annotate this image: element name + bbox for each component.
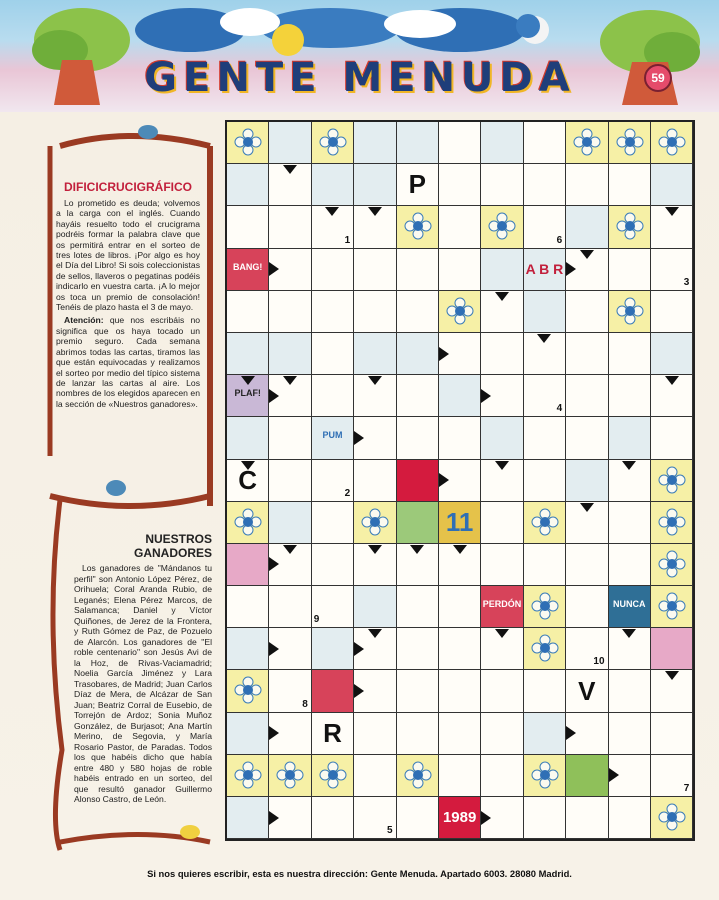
grid-cell[interactable] xyxy=(524,460,566,502)
flower-cell xyxy=(651,122,693,164)
arrow-down-icon xyxy=(665,671,679,680)
arrow-down-icon xyxy=(368,545,382,554)
grid-cell[interactable] xyxy=(651,755,693,797)
clue-number: 10 xyxy=(593,656,605,668)
grid-cell[interactable] xyxy=(397,628,439,670)
flower-icon xyxy=(531,592,559,620)
flower-icon xyxy=(658,508,686,536)
arrow-down-icon xyxy=(665,376,679,385)
article-paragraph-2 xyxy=(56,315,200,409)
grid-cell[interactable] xyxy=(566,544,608,586)
grid-cell[interactable] xyxy=(312,544,354,586)
card-clue-cell xyxy=(354,333,396,375)
lady-clue-cell xyxy=(524,713,566,755)
year-1989: 1989 xyxy=(442,809,477,827)
arrow-down-icon xyxy=(453,545,467,554)
grid-cell[interactable] xyxy=(651,249,693,291)
grid-cell[interactable] xyxy=(397,164,439,206)
arrow-right-icon xyxy=(566,262,576,276)
arrow-right-icon xyxy=(354,684,364,698)
grid-cell[interactable] xyxy=(609,375,651,417)
flower-cell xyxy=(609,291,651,333)
arrow-right-icon xyxy=(269,557,279,571)
flower-icon xyxy=(658,128,686,156)
grid-cell[interactable] xyxy=(439,417,481,459)
arrow-down-icon xyxy=(368,629,382,638)
flower-cell xyxy=(524,502,566,544)
grid-cell[interactable] xyxy=(269,417,311,459)
grid-cell[interactable] xyxy=(481,164,523,206)
word-bang: BANG! xyxy=(232,261,263,272)
grid-cell[interactable] xyxy=(481,333,523,375)
grid-cell[interactable] xyxy=(312,375,354,417)
grid-cell[interactable] xyxy=(227,206,269,248)
flower-cell xyxy=(609,122,651,164)
flower-cell xyxy=(227,670,269,712)
grid-cell[interactable] xyxy=(524,122,566,164)
grid-cell[interactable] xyxy=(269,291,311,333)
letter-p: P xyxy=(408,169,426,200)
arrow-right-icon xyxy=(269,262,279,276)
flower-cell xyxy=(354,502,396,544)
flower-icon xyxy=(361,508,389,536)
grid-cell[interactable] xyxy=(354,249,396,291)
sheep-clue-cell xyxy=(227,333,269,375)
hand-clue-cell xyxy=(227,628,269,670)
letter-c: C xyxy=(238,464,258,495)
flower-icon xyxy=(446,297,474,325)
eraser-clue-cell xyxy=(227,713,269,755)
flower-cell xyxy=(651,797,693,839)
forest-clue-cell xyxy=(397,502,439,544)
nunca-clue-cell xyxy=(609,586,651,628)
grid-cell[interactable] xyxy=(312,291,354,333)
flower-cell xyxy=(227,502,269,544)
grid-cell[interactable] xyxy=(524,544,566,586)
arrow-down-icon xyxy=(580,250,594,259)
foot-clue-cell xyxy=(354,164,396,206)
grid-cell[interactable] xyxy=(312,460,354,502)
grid-cell[interactable] xyxy=(439,164,481,206)
grid-cell[interactable] xyxy=(566,656,608,712)
magazine-title: GENTE MENUDA xyxy=(144,55,576,101)
footer-address: Si nos quieres escribir, esta es nuestra dirección: Gente Menuda. Apartado 6003. 28080 Madrid. xyxy=(147,868,572,879)
grid-cell[interactable] xyxy=(269,670,311,712)
arrow-down-icon xyxy=(283,376,297,385)
shell-clue-cell xyxy=(312,164,354,206)
flower-cell xyxy=(524,586,566,628)
grid-cell[interactable] xyxy=(397,375,439,417)
grid-cell[interactable] xyxy=(354,713,396,755)
flower-icon xyxy=(404,761,432,789)
flower-icon xyxy=(616,128,644,156)
grid-cell[interactable] xyxy=(312,333,354,375)
eleven-clue-cell xyxy=(439,502,481,544)
grid-cell[interactable] xyxy=(609,713,651,755)
grid-cell[interactable] xyxy=(481,544,523,586)
winners-title: NUESTROS GANADORES xyxy=(133,532,212,560)
flower-icon xyxy=(616,297,644,325)
flower-icon xyxy=(276,761,304,789)
year-clue-cell xyxy=(439,797,481,839)
brain-clue-cell xyxy=(354,586,396,628)
grid-cell[interactable] xyxy=(397,586,439,628)
clue-number: 4 xyxy=(556,403,563,415)
grid-cell[interactable] xyxy=(609,164,651,206)
grid-cell[interactable] xyxy=(439,755,481,797)
grid-cell[interactable] xyxy=(312,502,354,544)
flower-icon xyxy=(658,550,686,578)
grid-cell[interactable] xyxy=(566,586,608,628)
flower-cell xyxy=(524,628,566,670)
flower-icon xyxy=(234,128,262,156)
arrow-down-icon xyxy=(580,503,594,512)
boots-clue-cell xyxy=(566,206,608,248)
frog-clue-cell xyxy=(566,755,608,797)
grid-cell[interactable] xyxy=(481,713,523,755)
flower-icon xyxy=(531,761,559,789)
clue-number: 6 xyxy=(556,234,563,246)
flower-icon xyxy=(319,128,347,156)
arrow-right-icon xyxy=(439,347,449,361)
flower-icon xyxy=(404,212,432,240)
word-perdon: PERDÓN xyxy=(482,599,522,610)
gun-clue-cell xyxy=(312,670,354,712)
bird-clue-cell xyxy=(227,164,269,206)
grid-cell[interactable] xyxy=(524,417,566,459)
flower-cell xyxy=(481,206,523,248)
grass-clue-cell xyxy=(269,122,311,164)
mouse-clue-cell xyxy=(651,628,693,670)
grid-cell[interactable] xyxy=(651,417,693,459)
flower-icon xyxy=(658,592,686,620)
arrow-right-icon xyxy=(481,389,491,403)
crossword-grid xyxy=(225,120,695,841)
article-dificicrucigrafico xyxy=(56,180,200,412)
bride-clue-cell xyxy=(269,502,311,544)
arrow-down-icon xyxy=(283,545,297,554)
cow-clue-cell xyxy=(481,249,523,291)
red-block-cell xyxy=(397,460,439,502)
grid-cell[interactable] xyxy=(481,755,523,797)
arrow-down-icon xyxy=(495,292,509,301)
flower-icon xyxy=(234,676,262,704)
grid-cell[interactable] xyxy=(566,291,608,333)
arrow-right-icon xyxy=(609,768,619,782)
flower-icon xyxy=(488,212,516,240)
attention-label: Atención: xyxy=(64,315,104,326)
bang-clue-cell xyxy=(227,249,269,291)
butterfly-clue-cell xyxy=(227,544,269,586)
grid-cell[interactable] xyxy=(354,755,396,797)
number-eleven: 11 xyxy=(445,506,474,537)
grid-cell[interactable] xyxy=(566,164,608,206)
flower-icon xyxy=(234,508,262,536)
arrow-right-icon xyxy=(269,726,279,740)
arrow-down-icon xyxy=(495,629,509,638)
flower-cell xyxy=(439,291,481,333)
grid-cell[interactable] xyxy=(524,206,566,248)
flower-icon xyxy=(616,212,644,240)
arrow-right-icon xyxy=(269,389,279,403)
grid-cell[interactable] xyxy=(439,713,481,755)
grid-cell[interactable] xyxy=(566,375,608,417)
arrow-down-icon xyxy=(495,461,509,470)
grid-cell[interactable] xyxy=(397,417,439,459)
flower-cell xyxy=(651,544,693,586)
word-pum: PUM xyxy=(322,430,343,441)
grid-cell[interactable] xyxy=(609,333,651,375)
grid-cell[interactable] xyxy=(439,586,481,628)
arrow-right-icon xyxy=(354,431,364,445)
flower-cell xyxy=(651,586,693,628)
grid-cell[interactable] xyxy=(439,122,481,164)
grid-cell[interactable] xyxy=(439,206,481,248)
arrow-down-icon xyxy=(410,545,424,554)
bird-perch-clue-cell xyxy=(524,291,566,333)
flower-icon xyxy=(234,761,262,789)
clue-number: 5 xyxy=(387,825,393,837)
flower-icon xyxy=(531,508,559,536)
grid-cell[interactable] xyxy=(269,206,311,248)
clue-number: 1 xyxy=(344,234,351,246)
arrow-down-icon xyxy=(368,207,382,216)
grid-cell[interactable] xyxy=(397,291,439,333)
arrow-right-icon xyxy=(439,473,449,487)
grid-cell[interactable] xyxy=(227,586,269,628)
winners-section xyxy=(74,532,212,805)
lamb-clue-cell xyxy=(481,417,523,459)
arrow-down-icon xyxy=(241,461,255,470)
witch-clue-cell xyxy=(439,375,481,417)
grid-cell[interactable] xyxy=(524,797,566,839)
arrow-down-icon xyxy=(241,376,255,385)
flower-icon xyxy=(658,466,686,494)
flower-cell xyxy=(227,755,269,797)
word-nunca: NUNCA xyxy=(612,599,646,610)
grid-cell[interactable] xyxy=(609,249,651,291)
grid-cell[interactable] xyxy=(609,544,651,586)
clue-number: 3 xyxy=(683,276,690,288)
elephant-clue-cell xyxy=(566,460,608,502)
arrow-down-icon xyxy=(622,461,636,470)
grid-cell[interactable] xyxy=(397,670,439,712)
grid-cell[interactable] xyxy=(439,670,481,712)
grid-cell[interactable] xyxy=(227,291,269,333)
flower-icon xyxy=(531,634,559,662)
word-plaf: PLAF! xyxy=(234,388,261,399)
grid-cell[interactable] xyxy=(566,797,608,839)
flower-icon xyxy=(573,128,601,156)
arrow-down-icon xyxy=(325,207,339,216)
faces-clue-cell xyxy=(651,333,693,375)
moon-clue-cell xyxy=(481,122,523,164)
grid-cell[interactable] xyxy=(312,797,354,839)
clue-number: 8 xyxy=(302,698,308,710)
grid-cell[interactable] xyxy=(609,797,651,839)
flowers-clue-cell xyxy=(312,614,354,670)
grid-cell[interactable] xyxy=(312,249,354,291)
arrow-down-icon xyxy=(665,207,679,216)
grid-cell[interactable] xyxy=(269,460,311,502)
arrow-right-icon xyxy=(269,642,279,656)
flower-icon xyxy=(658,803,686,831)
flower-cell xyxy=(312,122,354,164)
flower-cell xyxy=(609,206,651,248)
grid-cell[interactable] xyxy=(609,670,651,712)
article-paragraph-1: Lo prometido es deuda; volvemos a la carga con el inglés. Cuando hayáis resuelto todo el crucigrama podréis formar la palabra clave que os permitirá entrar en el sorteo de tres lotes de libros. ¡Por algo es hoy el Día del Libro! Si sois coleccionistas de sellos, llaveros o pegatinas podéis indicarlo en vuestra carta. ¡A lo mejor os toca un premio de consolación! Tenéis de plazo hasta el 3 de mayo. xyxy=(56,198,200,313)
arrow-down-icon xyxy=(283,165,297,174)
grid-cell[interactable] xyxy=(524,164,566,206)
arrow-right-icon xyxy=(566,726,576,740)
monster-clue-cell xyxy=(227,417,269,459)
paint-clue-cell xyxy=(609,417,651,459)
animal-clue-cell xyxy=(397,333,439,375)
trees-clue-cell xyxy=(397,122,439,164)
flower-cell xyxy=(312,755,354,797)
letters-abr: A B R xyxy=(525,261,564,278)
grid-cell[interactable] xyxy=(439,628,481,670)
arrow-down-icon xyxy=(622,629,636,638)
letter-v: V xyxy=(578,675,596,706)
pum-clue-cell xyxy=(312,417,354,459)
flower-cell xyxy=(524,755,566,797)
grid-cell[interactable] xyxy=(397,713,439,755)
clue-number: 7 xyxy=(683,783,690,794)
attention-text: que nos escribáis no significa que os haya tocado un premio seguro. Cada semana abrimos todas las cartas, tiramos las que están equivocadas y realizamos el sorteo por medio del típico sistema de lanzar las cartas al aire. Los nombres de los elegidos aparecen en la sección de «Nuestros ganadores». xyxy=(56,315,201,409)
page-number: 59 xyxy=(644,64,672,92)
clue-number: 2 xyxy=(344,487,351,499)
grid-cell[interactable] xyxy=(651,713,693,755)
header-banner xyxy=(0,0,719,112)
flower-cell xyxy=(397,755,439,797)
perdon-clue-cell xyxy=(481,586,523,628)
grid-cell[interactable] xyxy=(269,586,311,628)
grid-cell[interactable] xyxy=(566,417,608,459)
grid-cell[interactable] xyxy=(481,670,523,712)
arrow-right-icon xyxy=(481,811,491,825)
grid-cell[interactable] xyxy=(609,502,651,544)
grid-cell[interactable] xyxy=(566,333,608,375)
grid-cell[interactable] xyxy=(354,460,396,502)
vine-frame-base xyxy=(60,822,220,862)
flower-cell xyxy=(269,755,311,797)
guitar-clue-cell xyxy=(651,164,693,206)
boy-clue-cell xyxy=(354,122,396,164)
flower-cell xyxy=(651,502,693,544)
grid-cell[interactable] xyxy=(439,249,481,291)
arrow-right-icon xyxy=(354,642,364,656)
abr-clue-cell xyxy=(524,249,566,291)
grid-cell[interactable] xyxy=(397,249,439,291)
grid-cell[interactable] xyxy=(651,291,693,333)
arrow-down-icon xyxy=(537,334,551,343)
grid-cell[interactable] xyxy=(354,291,396,333)
arrow-right-icon xyxy=(269,811,279,825)
boat-clue-cell xyxy=(269,333,311,375)
grid-cell[interactable] xyxy=(481,502,523,544)
flower-cell xyxy=(566,122,608,164)
flower-icon xyxy=(319,761,347,789)
grid-cell[interactable] xyxy=(354,797,396,839)
grid-cell[interactable] xyxy=(312,713,354,755)
letter-r: R xyxy=(323,717,342,748)
tent-clue-cell xyxy=(227,797,269,839)
clue-number: 9 xyxy=(313,614,320,626)
flower-cell xyxy=(397,206,439,248)
flower-cell xyxy=(227,122,269,164)
arrow-down-icon xyxy=(368,376,382,385)
article-title: DIFICICRUCIGRÁFICO xyxy=(64,180,192,194)
winners-text: Los ganadores de "Mándanos tu perfil" son Antonio López Pérez, de Orihuela; Coral Aranda Rubio, de Leganés; Elena Pérez Marcos, de Salamanca; Daniel y Víctor Quiñones, de Jerez de la Frontera, y Ruth Gómez de Paz, de Pozuelo de Alarcón. Los ganadores de "El roble centenario" son Jesús Avi de la Hoz, de Rivas-Vaciamadrid; Noelia García Jiménez y Lara Trasobares, de Madrid; Juan Carlos Díaz de Mera, de Alcázar de San Juan; Beatriz Corral de Eusebio, de Torrejón de Ardoz; Sonia Muñoz González, de Burjasot; Ana Martín Merino, de Segovia, y María Rosario Pastor, de Paradas. Todos los que habéis dicho que había entre 480 y 580 hojas de roble habéis entrado en un sorteo, del que resultó ganador Guillermo Alonso Castro, de León. xyxy=(74,563,212,804)
flower-cell xyxy=(651,460,693,502)
grid-cell[interactable] xyxy=(524,670,566,712)
grid-cell[interactable] xyxy=(524,375,566,417)
grid-cell[interactable] xyxy=(397,797,439,839)
